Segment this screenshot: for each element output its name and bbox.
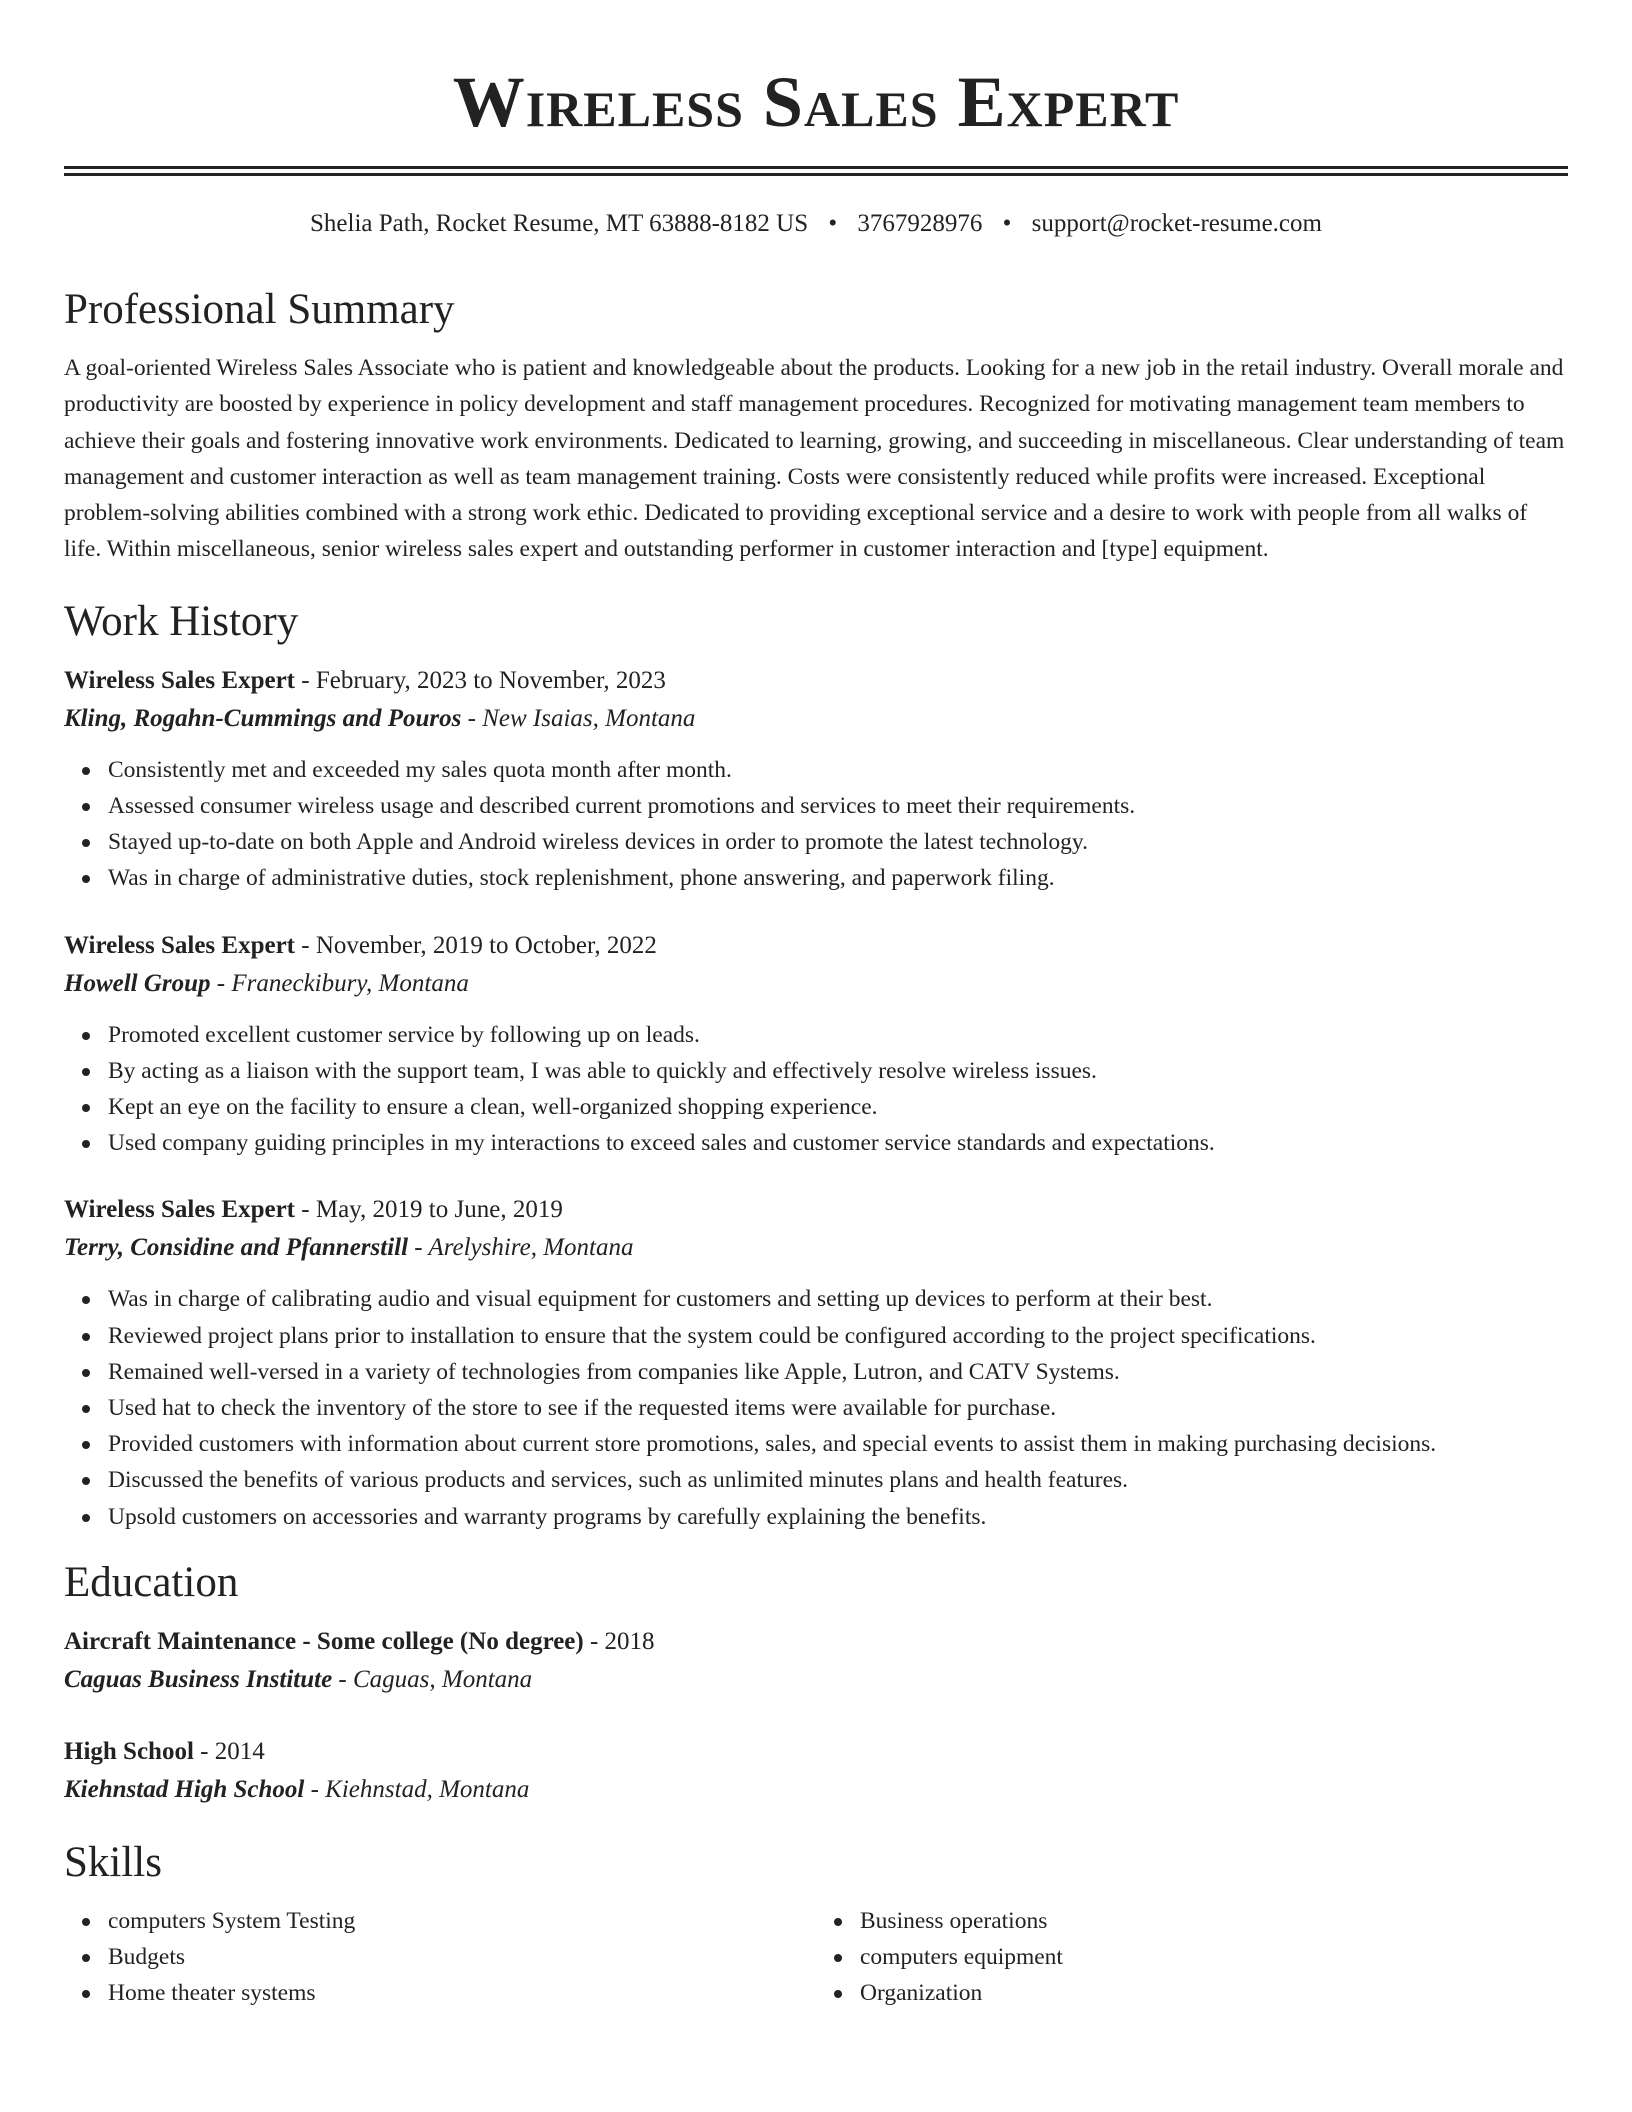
- job-entry: [64, 927, 1568, 1162]
- job-role: Wireless Sales Expert: [64, 666, 296, 694]
- bullet-icon: [82, 1918, 90, 1926]
- job-location: - Franeckibury, Montana: [210, 969, 469, 997]
- skill-item: [860, 1939, 1568, 1975]
- job-entry: [64, 1191, 1568, 1534]
- education-degree-line: [64, 1733, 1568, 1771]
- list-item: [108, 1318, 1568, 1354]
- list-item: [108, 1125, 1568, 1161]
- list-item: [108, 1426, 1568, 1462]
- contact-separator: •: [828, 210, 838, 237]
- education-degree: Aircraft Maintenance - Some college (No degree): [64, 1627, 584, 1655]
- bullet-icon: [82, 1954, 90, 1962]
- bullet-text: Used hat to check the inventory of the store to see if the requested items were available for purchase.: [108, 1395, 1057, 1422]
- header-divider: [64, 166, 1568, 176]
- bullet-icon: [82, 1514, 90, 1522]
- bullet-icon: [82, 1990, 90, 1998]
- contact-separator: •: [1002, 210, 1012, 237]
- skills-list-left: [64, 1903, 816, 2012]
- bullet-icon: [82, 839, 90, 847]
- list-item: [108, 860, 1568, 896]
- education-school: Caguas Business Institute: [64, 1665, 333, 1693]
- job-dates: - February, 2023 to November, 2023: [295, 666, 666, 694]
- bullet-text: Consistently met and exceeded my sales quota month after month.: [108, 756, 732, 783]
- job-title-line: [64, 1191, 1568, 1229]
- skill-text: computers System Testing: [108, 1907, 356, 1934]
- skill-text: computers equipment: [860, 1944, 1063, 1971]
- bullet-icon: [82, 875, 90, 883]
- education-location: - Kiehnstad, Montana: [304, 1775, 530, 1803]
- contact-email: support@rocket-resume.com: [1031, 210, 1322, 237]
- bullet-icon: [82, 1477, 90, 1485]
- job-company-line: [64, 965, 1568, 1003]
- contact-phone: 3767928976: [857, 210, 983, 237]
- bullet-text: Remained well-versed in a variety of technologies from companies like Apple, Lutron, and CATV Systems.: [108, 1358, 1120, 1385]
- bullet-icon: [82, 1405, 90, 1413]
- skill-text: Organization: [860, 1980, 983, 2007]
- job-title-line: [64, 662, 1568, 700]
- list-item: [108, 788, 1568, 824]
- list-item: [108, 1053, 1568, 1089]
- summary-text: A goal-oriented Wireless Sales Associate who is patient and knowledgeable about the products. Looking for a new job in the retail industry. Overall morale and productivity are boosted by experience in policy development and staff management procedures. Recognized for motivating management team members to achieve their goals and fostering innovative work environments. Dedicated to learning, growing, and succeeding in miscellaneous. Clear understanding of team management and customer interaction as well as team management training. Costs were consistently reduced while profits were increased. Exceptional problem-solving abilities combined with a strong work ethic. Dedicated to providing exceptional service and a desire to work with people from all walks of life. Within miscellaneous, senior wireless sales expert and outstanding performer in customer interaction and [type] equipment.: [64, 355, 1565, 563]
- education-school-line: [64, 1661, 1568, 1699]
- skills-columns: [64, 1903, 1568, 2012]
- bullet-text: Used company guiding principles in my interactions to exceed sales and customer service standards and expectations.: [108, 1130, 1215, 1157]
- job-role: Wireless Sales Expert: [64, 931, 296, 959]
- job-location: - New Isaias, Montana: [461, 704, 696, 732]
- list-item: [108, 1281, 1568, 1317]
- summary-heading: Professional Summary: [64, 286, 455, 333]
- bullet-text: Discussed the benefits of various products and services, such as unlimited minutes plans and health features.: [108, 1467, 1129, 1494]
- skills-list-right: [816, 1903, 1568, 2012]
- job-dates: - November, 2019 to October, 2022: [295, 931, 657, 959]
- list-item: [108, 1390, 1568, 1426]
- bullet-icon: [82, 1369, 90, 1377]
- job-title-line: [64, 927, 1568, 965]
- work-history-heading: Work History: [64, 597, 299, 645]
- job-bullets: [64, 1281, 1568, 1534]
- job-role: Wireless Sales Expert: [64, 1196, 296, 1224]
- bullet-text: Was in charge of calibrating audio and visual equipment for customers and setting up devices to perform at their best.: [108, 1286, 1213, 1313]
- skill-item: [860, 1975, 1568, 2011]
- education-school-line: [64, 1771, 1568, 1809]
- list-item: [108, 1017, 1568, 1053]
- bullet-icon: [834, 1954, 842, 1962]
- resume-name: Wireless Sales Expert: [452, 62, 1180, 142]
- skill-text: Home theater systems: [108, 1980, 316, 2007]
- contact-address: Shelia Path, Rocket Resume, MT 63888-8182 US: [310, 210, 809, 237]
- bullet-icon: [82, 1140, 90, 1148]
- job-dates: - May, 2019 to June, 2019: [295, 1196, 563, 1224]
- education-year: - 2014: [193, 1737, 265, 1765]
- job-entry: [64, 662, 1568, 897]
- bullet-icon: [82, 767, 90, 775]
- contact-line: [64, 208, 1568, 240]
- bullet-text: Provided customers with information about current store promotions, sales, and special events to assist them in making purchasing decisions.: [108, 1431, 1437, 1458]
- education-degree-line: [64, 1623, 1568, 1661]
- job-company: Howell Group: [64, 969, 211, 997]
- skill-item: [108, 1939, 816, 1975]
- bullet-icon: [82, 1104, 90, 1112]
- bullet-icon: [834, 1918, 842, 1926]
- education-location: - Caguas, Montana: [332, 1665, 533, 1693]
- list-item: [108, 824, 1568, 860]
- job-bullets: [64, 752, 1568, 897]
- bullet-icon: [82, 1068, 90, 1076]
- skill-text: Business operations: [860, 1907, 1048, 1934]
- bullet-text: Promoted excellent customer service by following up on leads.: [108, 1021, 700, 1048]
- job-company: Terry, Considine and Pfannerstill: [64, 1234, 409, 1262]
- list-item: [108, 1354, 1568, 1390]
- bullet-icon: [82, 803, 90, 811]
- skill-item: [108, 1975, 816, 2011]
- skills-heading: Skills: [64, 1838, 162, 1886]
- bullet-text: Reviewed project plans prior to installation to ensure that the system could be configured according to the project specifications.: [108, 1322, 1316, 1349]
- bullet-text: Upsold customers on accessories and warranty programs by carefully explaining the benefits.: [108, 1503, 987, 1530]
- education-year: - 2018: [583, 1627, 655, 1655]
- bullet-text: Was in charge of administrative duties, stock replenishment, phone answering, and paperwork filing.: [108, 865, 1055, 892]
- skill-item: [108, 1903, 816, 1939]
- skill-text: Budgets: [108, 1944, 186, 1971]
- job-bullets: [64, 1017, 1568, 1162]
- job-location: - Arelyshire, Montana: [408, 1234, 634, 1262]
- skill-item: [860, 1903, 1568, 1939]
- job-company-line: [64, 1229, 1568, 1267]
- education-entry: [64, 1733, 1568, 1809]
- bullet-text: Kept an eye on the facility to ensure a clean, well-organized shopping experience.: [108, 1094, 878, 1120]
- bullet-icon: [82, 1296, 90, 1304]
- bullet-icon: [834, 1990, 842, 1998]
- education-school: Kiehnstad High School: [64, 1775, 305, 1803]
- bullet-text: By acting as a liaison with the support team, I was able to quickly and effectively resolve wireless issues.: [108, 1057, 1097, 1084]
- bullet-text: Stayed up-to-date on both Apple and Android wireless devices in order to promote the latest technology.: [108, 829, 1089, 856]
- job-company: Kling, Rogahn-Cummings and Pouros: [64, 704, 462, 732]
- list-item: [108, 1499, 1568, 1535]
- bullet-text: Assessed consumer wireless usage and described current promotions and services to meet their requirements.: [108, 792, 1136, 819]
- education-degree: High School: [64, 1737, 194, 1765]
- list-item: [108, 1089, 1568, 1125]
- bullet-icon: [82, 1032, 90, 1040]
- job-company-line: [64, 700, 1568, 738]
- list-item: [108, 1462, 1568, 1498]
- education-entry: [64, 1623, 1568, 1699]
- bullet-icon: [82, 1333, 90, 1341]
- bullet-icon: [82, 1441, 90, 1449]
- list-item: [108, 752, 1568, 788]
- education-heading: Education: [64, 1558, 239, 1606]
